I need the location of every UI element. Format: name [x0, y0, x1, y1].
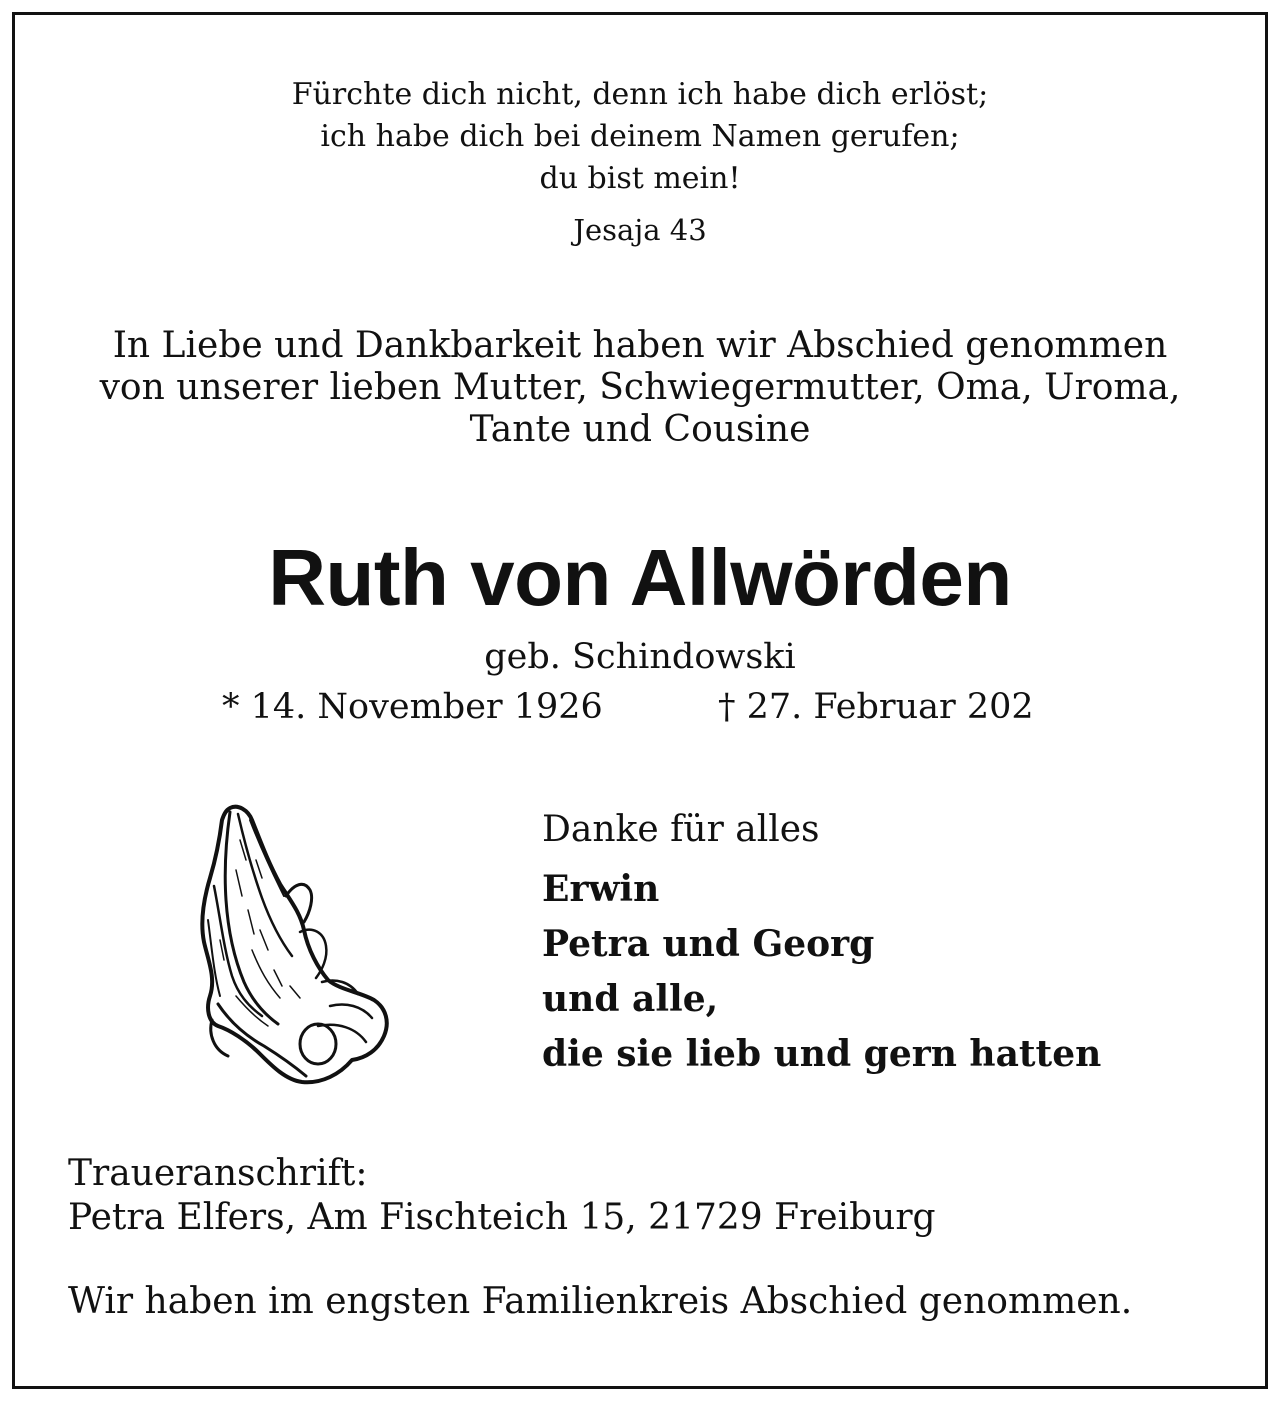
praying-hands-icon [190, 800, 400, 1090]
bible-verse [15, 74, 1265, 200]
birth-date: * 14. November 1926 [222, 687, 603, 727]
intro-line-2: von unserer lieben Mutter, Schwiegermutter, Oma, Uroma, [99, 367, 1181, 408]
address-label: Traueranschrift: [68, 1153, 368, 1194]
deceased-name: Ruth von Allwörden [268, 533, 1012, 622]
address-value: Petra Elfers, Am Fischteich 15, 21729 Freiburg [68, 1197, 936, 1238]
verse-line-3: du bist mein! [539, 161, 741, 196]
mourning-address [68, 1152, 936, 1240]
verse-reference: Jesaja 43 [573, 213, 707, 247]
verse-line-2: ich habe dich bei deinem Namen gerufen; [320, 119, 960, 154]
signer-line: Erwin [542, 868, 660, 910]
maiden-name: geb. Schindowski [484, 637, 796, 677]
intro-line-3: Tante und Cousine [469, 409, 811, 450]
intro-line-1: In Liebe und Dankbarkeit haben wir Abschied genommen [112, 325, 1168, 366]
intro-text [15, 325, 1265, 451]
verse-line-1: Fürchte dich nicht, denn ich habe dich erlöst; [291, 77, 989, 112]
signer-line: die sie lieb und gern hatten [542, 1033, 1102, 1075]
closing-note: Wir haben im engsten Familienkreis Abschied genommen. [68, 1281, 1133, 1322]
signer-line: und alle, [542, 978, 719, 1020]
thanks-text: Danke für alles [542, 809, 820, 850]
death-date: † 27. Februar 202 [718, 687, 1034, 727]
signer-line: Petra und Georg [542, 923, 875, 965]
signers-list [542, 862, 1101, 1082]
